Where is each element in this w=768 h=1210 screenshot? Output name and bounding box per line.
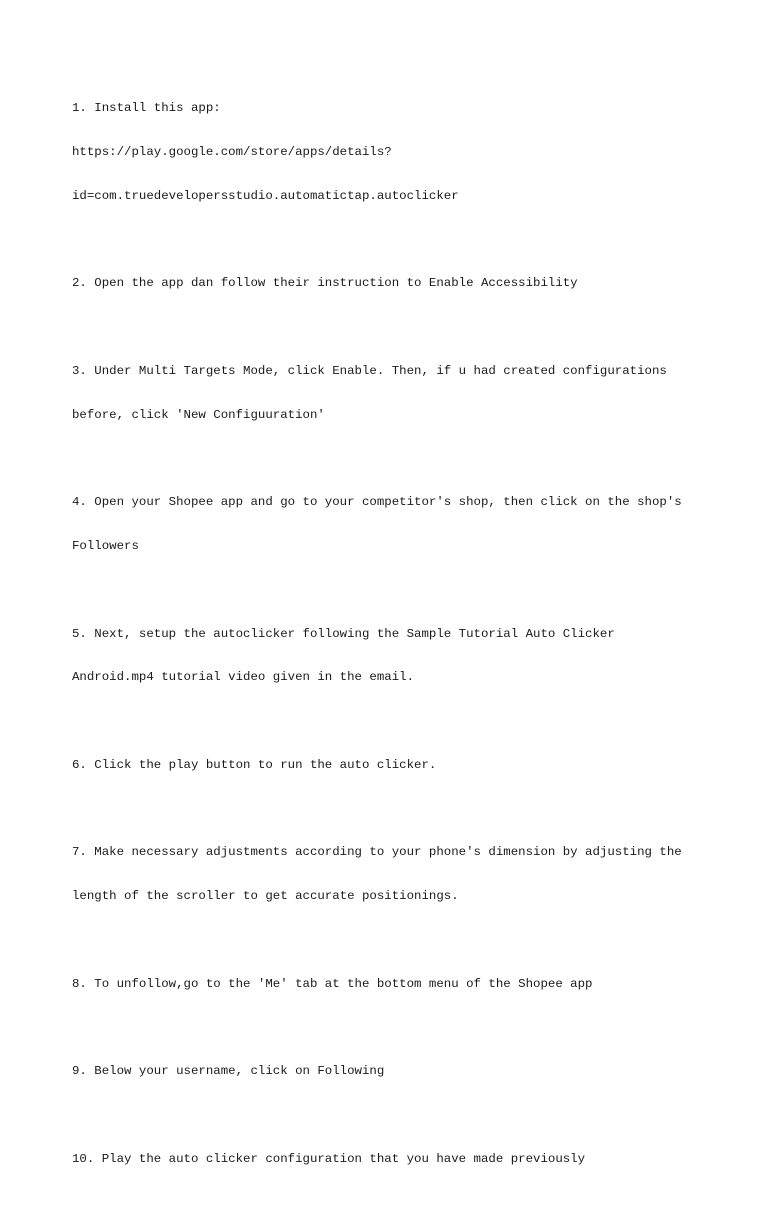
instruction-item-6 bbox=[72, 729, 712, 802]
instruction-text: 7. Make necessary adjustments according to your phone's dimension by adjusting the bbox=[72, 845, 682, 860]
instruction-text: 6. Click the play button to run the auto clicker. bbox=[72, 757, 437, 772]
instruction-text: 10. Play the auto clicker configuration that you have made previously bbox=[72, 1151, 586, 1166]
instruction-item-7 bbox=[72, 816, 712, 933]
instruction-item-9 bbox=[72, 1035, 712, 1108]
instruction-text: length of the scroller to get accurate positionings. bbox=[72, 889, 459, 904]
instruction-item-1 bbox=[72, 72, 712, 233]
instruction-item-10 bbox=[72, 1123, 712, 1196]
instruction-text: 5. Next, setup the autoclicker following the Sample Tutorial Auto Clicker bbox=[72, 626, 615, 641]
instruction-item-8 bbox=[72, 948, 712, 1021]
instruction-text: before, click 'New Configuuration' bbox=[72, 407, 325, 422]
app-url-text: https://play.google.com/store/apps/details? bbox=[72, 144, 392, 159]
instructions-list bbox=[72, 72, 712, 1210]
instruction-text: 4. Open your Shopee app and go to your competitor's shop, then click on the shop's bbox=[72, 495, 682, 510]
app-url-text: id=com.truedevelopersstudio.automatictap.autoclicker bbox=[72, 188, 459, 203]
instruction-text: Followers bbox=[72, 539, 139, 553]
instruction-text: 2. Open the app dan follow their instruction to Enable Accessibility bbox=[72, 276, 578, 291]
instruction-item-4 bbox=[72, 466, 712, 583]
instruction-text: 8. To unfollow,go to the 'Me' tab at the bottom menu of the Shopee app bbox=[72, 976, 593, 991]
instruction-text: Android.mp4 tutorial video given in the email. bbox=[72, 670, 415, 685]
instruction-item-2 bbox=[72, 247, 712, 320]
instruction-text: 9. Below your username, click on Following bbox=[72, 1064, 385, 1079]
instruction-text: 3. Under Multi Targets Mode, click Enable. Then, if u had created configurations bbox=[72, 363, 667, 378]
instruction-text: 1. Install this app: bbox=[72, 101, 221, 116]
instruction-item-3 bbox=[72, 335, 712, 452]
instruction-item-5 bbox=[72, 597, 712, 714]
